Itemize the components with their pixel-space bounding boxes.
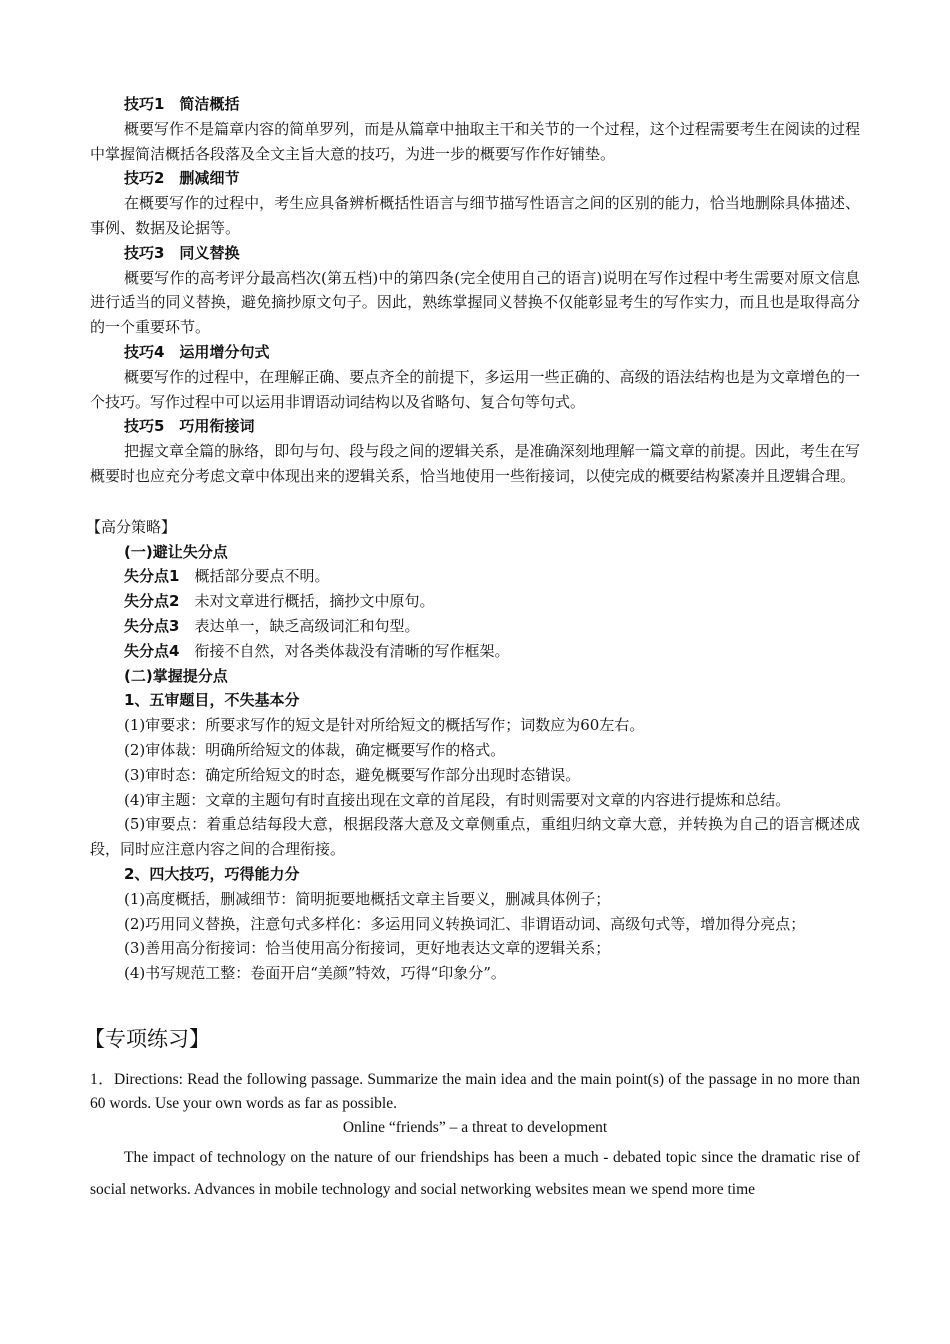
sub2-title: 2、四大技巧，巧得能力分	[124, 864, 300, 883]
sub1-item: (2)审体裁：明确所给短文的体裁，确定概要写作的格式。	[124, 740, 506, 759]
skill-4	[90, 340, 860, 414]
sub1-item: (3)审时态：确定所给短文的时态，避免概要写作部分出现时态错误。	[124, 765, 581, 784]
lose-point-text: 表达单一，缺乏高级词汇和句型。	[194, 616, 420, 635]
lose-point-label: 失分点4	[124, 641, 180, 660]
lose-point-1	[90, 564, 860, 589]
sub1-item: (1)审要求：所要求写作的短文是针对所给短文的概括写作；词数应为60左右。	[124, 716, 645, 735]
part2-title: (二)掌握提分点	[124, 666, 228, 685]
lose-point-label: 失分点1	[124, 567, 180, 586]
practice-heading: 【专项练习】	[84, 1026, 210, 1051]
skill-text: 概要写作不是篇章内容的简单罗列，而是从篇章中抽取主干和关节的一个过程，这个过程需要考生在阅读的过程中掌握简洁概括各段落及全文主旨大意的技巧，为进一步的概要写作作好铺垫。	[90, 119, 860, 163]
question-number: 1．	[90, 1070, 115, 1088]
skill-5	[90, 414, 860, 488]
skill-text: 概要写作的高考评分最高档次(第五档)中的第四条(完全使用自己的语言)说明在写作过程中考生需要对原文信息进行适当的同义替换，避免摘抄原文句子。因此，熟练掌握同义替换不仅能彰显考生的写作实力，而且也是取得高分的一个重要环节。	[90, 268, 860, 337]
sub1-item: (5)审要点：着重总结每段大意，根据段落大意及文章侧重点，重组归纳文章大意，并转换为自己的语言概述成段，同时应注意内容之间的合理衔接。	[90, 815, 860, 859]
lose-point-label: 失分点2	[124, 592, 180, 611]
sub2-item: (2)巧用同义替换，注意句式多样化：多运用同义转换词汇、非谓语动词、高级句式等，增加得分亮点；	[124, 914, 806, 933]
lose-point-text: 概括部分要点不明。	[194, 567, 330, 586]
practice-section	[84, 1022, 860, 1206]
sub1-title: 1、五审题目，不失基本分	[124, 691, 300, 710]
skill-heading: 技巧4 运用增分句式	[124, 342, 270, 361]
sub2-item: (3)善用高分衔接词：恰当使用高分衔接词，更好地表达文章的逻辑关系；	[124, 939, 611, 958]
skill-text: 把握文章全篇的脉络，即句与句、段与段之间的逻辑关系，是准确深刻地理解一篇文章的前提。因此，考生在写概要时也应充分考虑文章中体现出来的逻辑关系，恰当地使用一些衔接词，以使完成的概要结构紧凑并且逻辑合理。	[90, 442, 860, 485]
strategy-section	[86, 515, 860, 986]
question-directions	[90, 1068, 860, 1116]
lose-point-4	[90, 639, 860, 664]
lose-point-2	[90, 589, 860, 614]
lose-point-text: 衔接不自然，对各类体裁没有清晰的写作框架。	[194, 641, 510, 660]
skill-heading: 技巧5 巧用衔接词	[124, 417, 255, 436]
skill-heading: 技巧1 简洁概括	[124, 95, 240, 113]
skill-2	[90, 166, 860, 240]
strategy-heading: 【高分策略】	[86, 517, 177, 536]
part1-title: (一)避让失分点	[124, 542, 228, 561]
skills-section	[90, 92, 860, 489]
skill-1	[90, 92, 860, 166]
sub2-item: (4)书写规范工整：卷面开启“美颜”特效，巧得“印象分”。	[124, 964, 506, 983]
lose-point-3	[90, 614, 860, 639]
skill-3	[90, 241, 860, 340]
passage-title: Online “friends” – a threat to development	[342, 1118, 608, 1136]
skill-text: 概要写作的过程中，在理解正确、要点齐全的前提下，多运用一些正确的、高级的语法结构也是为文章增色的一个技巧。写作过程中可以运用非谓语动词结构以及省略句、复合句等句式。	[90, 367, 860, 411]
sub1-item: (4)审主题：文章的主题句有时直接出现在文章的首尾段，有时则需要对文章的内容进行提炼和总结。	[124, 790, 791, 809]
skill-heading: 技巧3 同义替换	[124, 243, 240, 262]
passage-text: The impact of technology on the nature of our friendships has been a much - debated topic since the dramatic rise of social networks. Advances in mobile technology and social networking websites mean we spend more time	[90, 1148, 860, 1198]
lose-point-label: 失分点3	[124, 616, 180, 635]
sub2-item: (1)高度概括，删减细节：简明扼要地概括文章主旨要义，删减具体例子；	[124, 889, 611, 908]
directions-text: Directions: Read the following passage. Summarize the main idea and the main point(s) of the passage in no more than 60 words. Use your own words as far as possible.	[90, 1070, 860, 1112]
skill-heading: 技巧2 删减细节	[124, 169, 240, 188]
lose-point-text: 未对文章进行概括，摘抄文中原句。	[194, 592, 435, 611]
skill-text: 在概要写作的过程中，考生应具备辨析概括性语言与细节描写性语言之间的区别的能力，恰当地删除具体描述、事例、数据及论据等。	[90, 194, 860, 237]
